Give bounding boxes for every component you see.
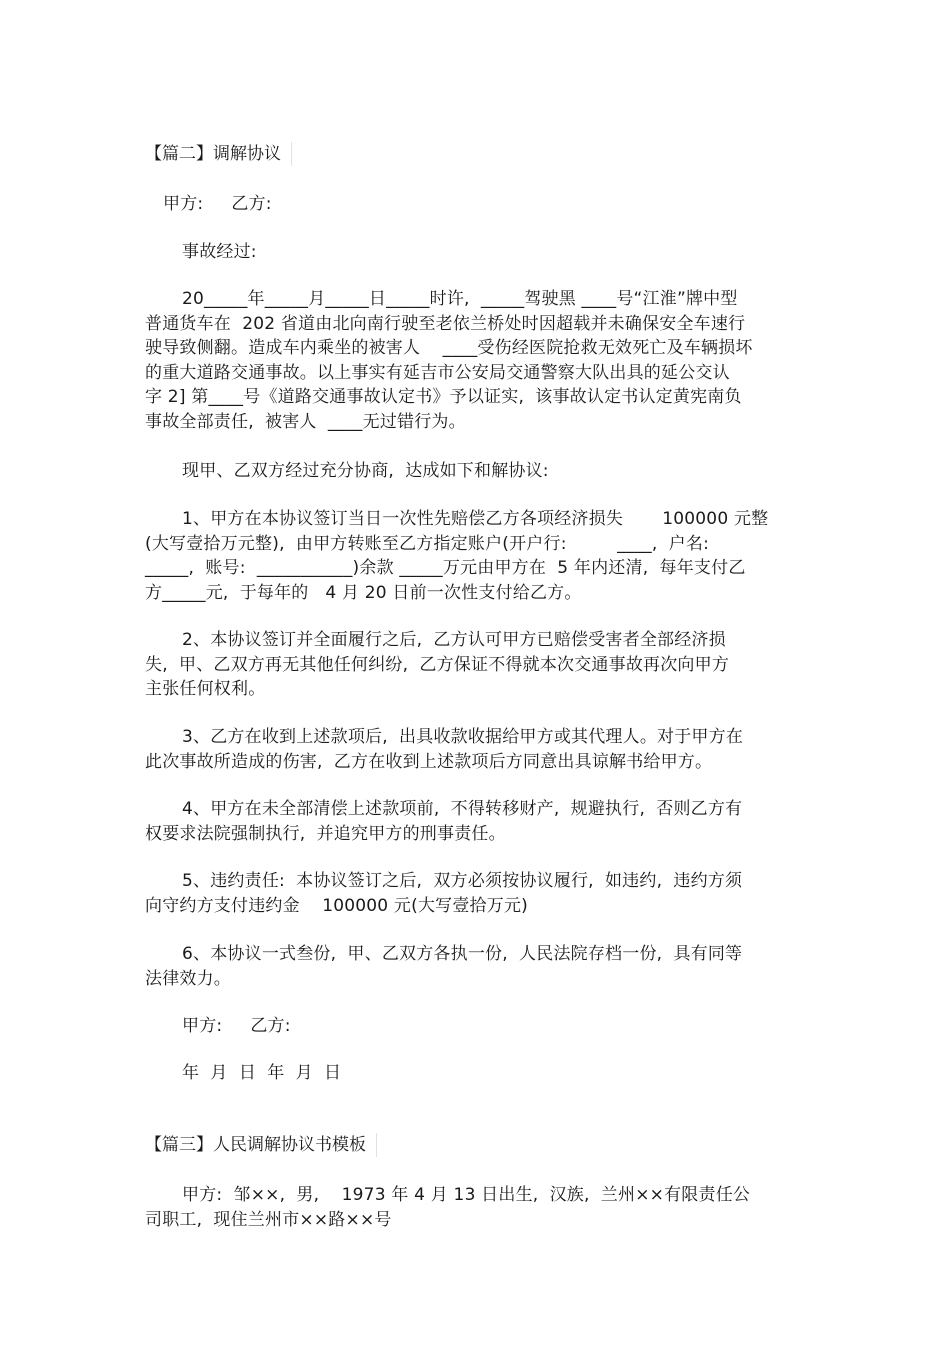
clause-line: 主张任何权利。 [145,679,266,699]
accident-line: 的重大道路交通事故。以上事实有延吉市公安局交通警察大队出具的延公交认 [145,362,730,383]
party-line: 司职工, 现住兰州市××路××号 [145,1209,392,1230]
clause-line: 失, 甲、乙双方再无其他任何纠纷, 乙方保证不得就本次交通事故再次向甲方 [145,654,730,675]
agreement-intro: 现甲、乙双方经过充分协商, 达成如下和解协议: [182,461,549,481]
parties-line: 甲方: 乙方: [163,194,272,214]
clause-line: 6、本协议一式叁份, 甲、乙双方各执一份, 人民法院存档一份, 具有同等 [182,944,743,964]
section3-heading: 【篇三】人民调解协议书模板 [145,1133,377,1157]
party-line: 甲方: 邹××, 男, 1973 年 4 月 13 日出生, 汉族, 兰州××有限责任公 [182,1185,751,1205]
clause-line: 向守约方支付违约金 100000 元(大写壹拾万元) [145,895,528,916]
accident-line: 字 2] 第____号《道路交通事故认定书》予以证实, 该事故认定书认定黄宪南负 [145,387,742,407]
clause-line: 2、本协议签订并全面履行之后, 乙方认可甲方已赔偿受害者全部经济损 [182,630,726,650]
clause-line: 方_____元, 于每年的 4 月 20 日前一次性支付给乙方。 [145,582,582,603]
section2-heading: 【篇二】调解协议 [145,142,292,166]
clause-line: 5、违约责任: 本协议签订之后, 双方必须按协议履行, 如违约, 违约方须 [182,871,743,891]
clause-5 [145,869,795,918]
clause-line: (大写壹拾万元整), 由甲方转账至乙方指定账户(开户行: ____, 户名: [145,533,710,554]
clause-2 [145,628,795,702]
accident-line: 驶导致侧翻。造成车内乘坐的被害人 ____受伤经医院抢救无效死亡及车辆损坏 [145,338,753,358]
signature-line: 甲方: 乙方: [182,1016,291,1036]
accident-line: 20_____年_____月_____日_____时许, _____驾驶黑 ____号“江淮”牌中型 [182,289,738,309]
section3-party-paragraph [145,1183,795,1232]
clause-line: 1、甲方在本协议签订当日一次性先赔偿乙方各项经济损失 100000 元整 [182,509,769,529]
clause-line: 法律效力。 [145,968,231,989]
clause-line: 4、甲方在未全部清偿上述款项前, 不得转移财产, 规避执行, 否则乙方有 [182,799,743,819]
accident-label: 事故经过: [182,242,257,262]
clause-3 [145,725,795,774]
clause-line: 3、乙方在收到上述款项后, 出具收款收据给甲方或其代理人。对于甲方在 [182,727,744,747]
clause-line: 权要求法院强制执行, 并追究甲方的刑事责任。 [145,823,506,844]
clause-line: _____, 账号: ___________)余款 _____万元由甲方在 5 年内还清, 每年支付乙 [145,558,746,578]
clause-1 [145,507,795,605]
accident-paragraph [145,287,795,434]
accident-line: 事故全部责任, 被害人 ____无过错行为。 [145,411,466,432]
accident-line: 普通货车在 202 省道由北向南行驶至老依兰桥处时因超载并未确保安全车速行 [145,313,746,334]
clause-4 [145,797,795,846]
clause-line: 此次事故所造成的伤害, 乙方在收到上述款项后方同意出具谅解书给甲方。 [145,751,713,772]
date-line: 年 月 日 年 月 日 [182,1063,342,1083]
clause-6 [145,942,795,991]
